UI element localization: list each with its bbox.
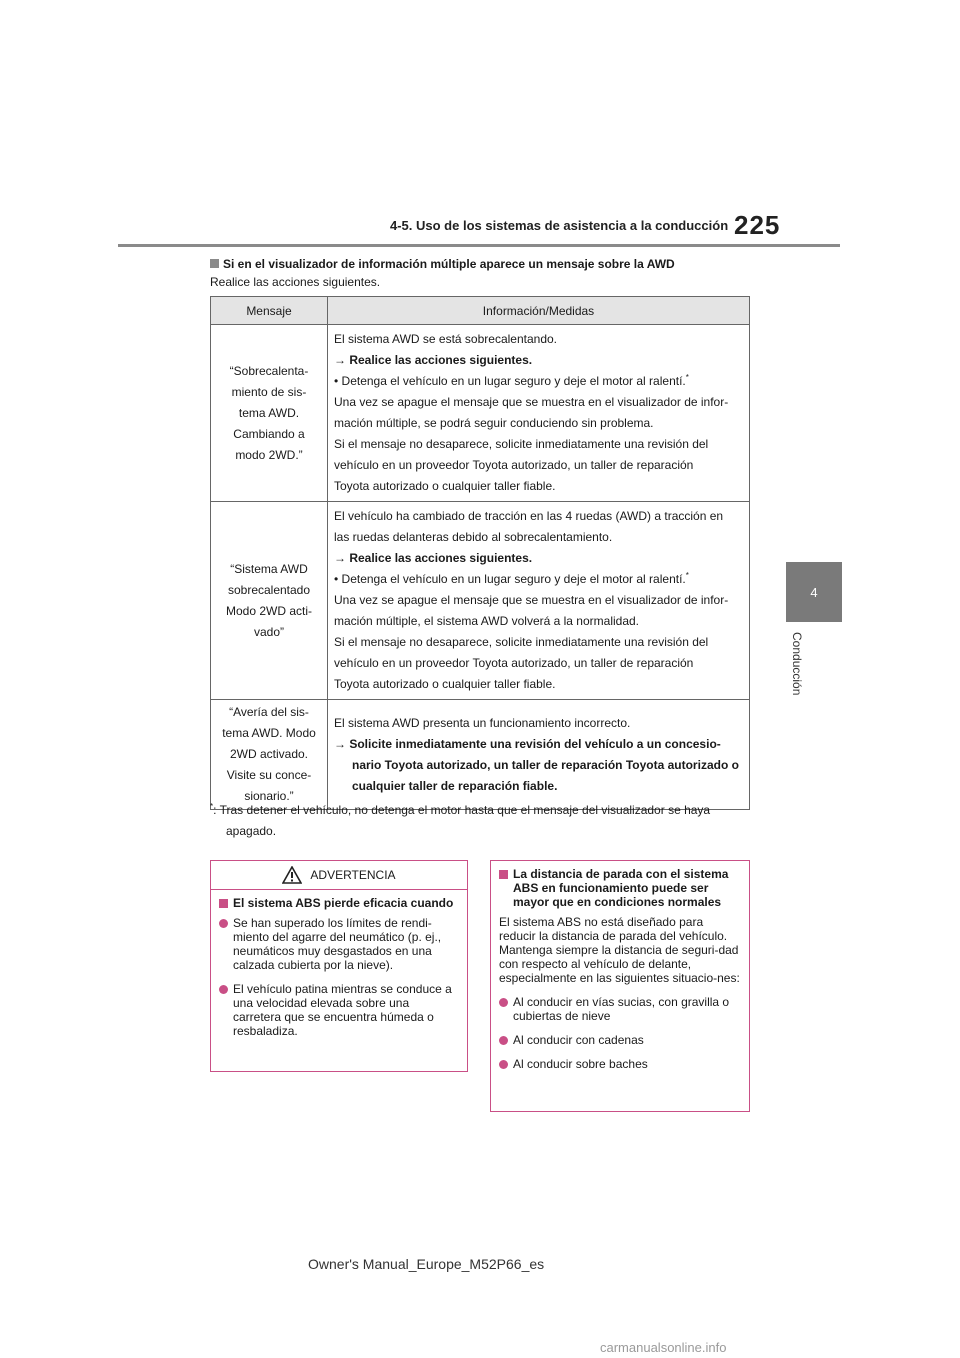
info-line: vehículo en un proveedor Toyota autorizado, un taller de reparación	[334, 458, 694, 472]
warning-triangle-icon	[282, 866, 302, 884]
info-heading: La distancia de parada con el sistema ABS en funcionamiento puede ser mayor que en condiciones normales	[499, 867, 741, 909]
chapter-tab[interactable]	[786, 562, 842, 622]
info-line: mación múltiple, el sistema AWD volverá a la normalidad.	[334, 614, 640, 628]
message-line: “Sobrecalenta-	[229, 363, 309, 378]
section-title: 4-5. Uso de los sistemas de asistencia a la conducción	[390, 218, 729, 233]
info-cell	[328, 502, 750, 700]
message-line: “Sistema AWD	[230, 561, 308, 576]
warning-heading: El sistema ABS pierde eficacia cuando	[219, 896, 459, 910]
message-line: vado”	[253, 624, 285, 639]
action-line: → Solicite inmediatamente una revisión del vehículo a un concesio-nario Toyota autorizado, un taller de reparación Toyota autorizado o cualquier taller de reparación fiable.	[334, 736, 739, 793]
message-line: Cambiando a	[233, 426, 305, 441]
section-heading	[210, 257, 675, 271]
list-item-text: Al conducir con cadenas	[513, 1033, 644, 1047]
table-header-row	[211, 297, 750, 325]
bullet-dot-icon	[219, 985, 228, 994]
list-item	[219, 982, 459, 1038]
footnote-line: apagado.	[226, 824, 277, 838]
list-item	[499, 1057, 741, 1071]
footnote-line: : Tras detener el vehículo, no detenga el motor hasta que el mensaje del visualizador se haya	[213, 803, 711, 817]
bullet-text: • Detenga el vehículo en un lugar seguro y deje el motor al ralentí.	[334, 572, 686, 586]
bullet-dot-icon	[499, 1036, 508, 1045]
list-item	[499, 995, 741, 1023]
info-box	[490, 860, 750, 1112]
info-line: Toyota autorizado o cualquier taller fiable.	[334, 479, 556, 493]
column-header-info: Información/Medidas	[328, 297, 750, 325]
message-line: miento de sis-	[231, 384, 307, 399]
info-line: Una vez se apague el mensaje que se muestra en el visualizador de infor-	[334, 593, 729, 607]
message-line: tema AWD. Modo	[222, 726, 316, 740]
info-line: mación múltiple, se podrá seguir conduciendo sin problema.	[334, 416, 654, 430]
table-row	[211, 700, 750, 810]
bullet-dot-icon	[219, 919, 228, 928]
info-line: El sistema AWD se está sobrecalentando.	[334, 332, 557, 346]
message-line: 2WD activado.	[229, 747, 309, 761]
message-line: Visite su conce-	[226, 768, 312, 782]
list-item	[499, 1033, 741, 1047]
info-line: vehículo en un proveedor Toyota autorizado, un taller de reparación	[334, 656, 694, 670]
footnote-marker: *	[210, 802, 214, 811]
bullet-line	[334, 569, 743, 590]
table-row	[211, 325, 750, 502]
warning-content	[211, 890, 467, 1054]
list-item-text: Se han superado los límites de rendi-miento del agarre del neumático (p. ej., neumáticos muy desgastados en una calzada cubierta por la nieve).	[233, 916, 442, 972]
chapter-label: Conducción	[790, 632, 804, 696]
page-number: 225	[734, 210, 781, 240]
footnote-ref: *	[685, 571, 689, 580]
info-line: Si el mensaje no desaparece, solicite inmediatamente una revisión del	[334, 437, 709, 451]
awd-message-table	[210, 296, 750, 810]
list-item-text: Al conducir sobre baches	[513, 1057, 648, 1071]
header-divider	[118, 244, 840, 247]
action-line: → Realice las acciones siguientes.	[334, 353, 533, 367]
warning-title: ADVERTENCIA	[310, 868, 396, 882]
warning-title-bar	[211, 861, 467, 890]
info-cell	[328, 700, 750, 810]
info-line: El vehículo ha cambiado de tracción en las 4 ruedas (AWD) a tracción en	[334, 509, 724, 523]
info-line: Si el mensaje no desaparece, solicite inmediatamente una revisión del	[334, 635, 709, 649]
message-line: Modo 2WD acti-	[225, 603, 313, 618]
list-item-text: El vehículo patina mientras se conduce a una velocidad elevada sobre una carretera que se encuentra húmeda o resbaladiza.	[233, 982, 452, 1038]
bullet-dot-icon	[499, 1060, 508, 1069]
info-line: las ruedas delanteras debido al sobrecalentamiento.	[334, 530, 613, 544]
manual-footer: Owner's Manual_Europe_M52P66_es	[308, 1256, 545, 1272]
message-cell	[211, 700, 328, 810]
list-item-text: Al conducir en vías sucias, con gravilla o cubiertas de nieve	[513, 995, 730, 1023]
chapter-number: 4	[810, 584, 818, 600]
info-cell	[328, 325, 750, 502]
section-heading-text: Si en el visualizador de información múltiple aparece un mensaje sobre la AWD	[223, 257, 675, 271]
info-line: Toyota autorizado o cualquier taller fiable.	[334, 677, 556, 691]
info-line: El sistema AWD presenta un funcionamiento incorrecto.	[334, 715, 631, 730]
action-line: → Realice las acciones siguientes.	[334, 551, 533, 565]
info-content	[491, 861, 749, 1087]
message-cell	[211, 325, 328, 502]
bullet-line	[334, 371, 743, 392]
message-cell	[211, 502, 328, 700]
message-line: sobrecalentado	[227, 582, 311, 597]
section-intro: Realice las acciones siguientes.	[210, 275, 381, 289]
message-line: “Avería del sis-	[229, 705, 309, 719]
bullet-text: • Detenga el vehículo en un lugar seguro y deje el motor al ralentí.	[334, 374, 686, 388]
message-line: modo 2WD.”	[235, 447, 303, 462]
footnote	[210, 800, 750, 842]
list-item	[219, 916, 459, 972]
footnote-ref: *	[685, 373, 689, 382]
bullet-dot-icon	[499, 998, 508, 1007]
column-header-message: Mensaje	[211, 297, 328, 325]
message-line: sionario.”	[244, 789, 294, 803]
info-paragraph: El sistema ABS no está diseñado para reducir la distancia de parada del vehículo. Mantenga siempre la distancia de seguri-dad con respecto al vehículo de delante, especialmente en las siguientes situacio-nes:	[499, 915, 740, 985]
warning-box	[210, 860, 468, 1072]
square-bullet-icon	[210, 259, 219, 268]
info-line: Una vez se apague el mensaje que se muestra en el visualizador de infor-	[334, 395, 729, 409]
table-row	[211, 502, 750, 700]
watermark: carmanualsonline.info	[600, 1340, 727, 1355]
message-line: tema AWD.	[238, 405, 300, 420]
